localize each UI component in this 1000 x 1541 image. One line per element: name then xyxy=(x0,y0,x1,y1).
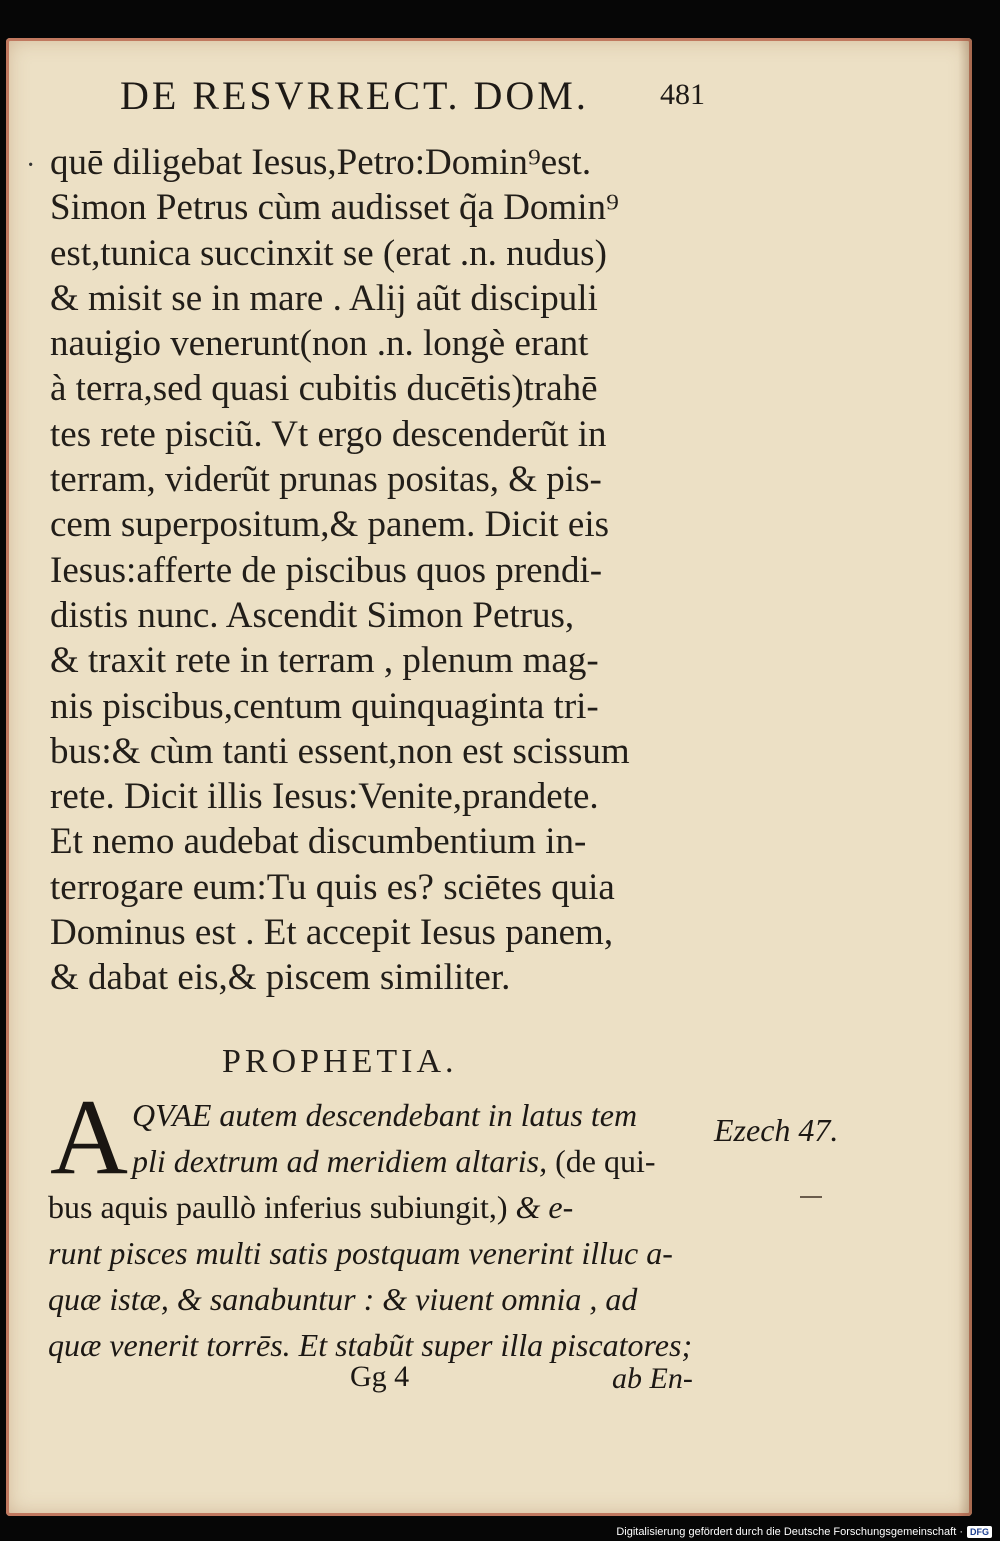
marginal-reference: Ezech 47. xyxy=(714,1112,839,1148)
prophecy-text xyxy=(48,1092,718,1368)
text-line: & misit se in mare . Alij aũt discipuli xyxy=(50,277,598,319)
text-line: cem superpositum,& panem. Dicit eis xyxy=(50,504,609,546)
text-line: terram, viderũt prunas positas, & pis- xyxy=(50,459,602,501)
digitization-credit xyxy=(616,1524,992,1540)
dfg-logo-icon: DFG xyxy=(967,1526,992,1538)
prophecy-line xyxy=(48,1184,718,1230)
prophecy-line: runt pisces multi satis postquam venerint illuc a- xyxy=(48,1235,673,1271)
text-line: Simon Petrus cùm audisset q̃a Domin⁹ xyxy=(50,187,619,229)
text-line: à terra,sed quasi cubitis ducētis)trahē xyxy=(50,368,598,410)
text-line: Dominus est . Et accepit Iesus panem, xyxy=(50,912,614,954)
text-line: & dabat eis,& piscem similiter. xyxy=(50,957,511,999)
drop-cap-initial: A xyxy=(50,1078,128,1197)
signature-mark: Gg 4 xyxy=(350,1360,410,1393)
catchword: ab En- xyxy=(612,1362,693,1395)
credit-text: Digitalisierung gefördert durch die Deutsche Forschungsgemeinschaft · xyxy=(616,1526,963,1538)
text-line: rete. Dicit illis Iesus:Venite,prandete. xyxy=(50,776,599,818)
margin-dot: · xyxy=(26,150,36,181)
marginal-dash xyxy=(800,1196,822,1198)
body-text xyxy=(50,140,720,1001)
section-heading: PROPHETIA. xyxy=(222,1043,458,1080)
prophecy-italic: pli dextrum ad meridiem altaris, xyxy=(132,1143,548,1179)
prophecy-roman: (de qui- xyxy=(547,1143,656,1179)
text-line: & traxit rete in terram , plenum mag- xyxy=(50,640,599,682)
text-line: Iesus:afferte de piscibus quos prendi- xyxy=(50,549,603,591)
text-line: nauigio venerunt(non .n. longè erant xyxy=(50,323,589,365)
page-edge-shadow xyxy=(958,38,972,1516)
text-line: distis nunc. Ascendit Simon Petrus, xyxy=(50,594,575,636)
text-line: Et nemo audebat discumbentium in- xyxy=(50,821,587,863)
prophecy-roman: bus aquis paullò inferius subiungit,) xyxy=(48,1189,508,1225)
prophecy-line: QVAE autem descendebant in latus tem xyxy=(132,1097,638,1133)
prophecy-line xyxy=(48,1138,718,1184)
text-line: terrogare eum:Tu quis es? sciētes quia xyxy=(50,866,615,908)
text-line: est,tunica succinxit se (erat .n. nudus) xyxy=(50,232,607,274)
prophecy-line: quæ venerit torrēs. Et stabũt super illa piscatores; xyxy=(48,1327,693,1363)
text-line: nis piscibus,centum quinquaginta tri- xyxy=(50,685,599,727)
folio-number: 481 xyxy=(660,78,705,111)
prophecy-italic: & e- xyxy=(507,1189,574,1225)
prophecy-line: quæ istæ, & sanabuntur : & viuent omnia , ad xyxy=(48,1281,638,1317)
text-line: bus:& cùm tanti essent,non est scissum xyxy=(50,730,630,772)
text-line: quē diligebat Iesus,Petro:Domin⁹est. xyxy=(50,142,592,183)
running-title: DE RESVRRECT. DOM. xyxy=(120,73,589,118)
text-line: tes rete pisciũ. Vt ergo descenderũt in xyxy=(50,413,607,455)
